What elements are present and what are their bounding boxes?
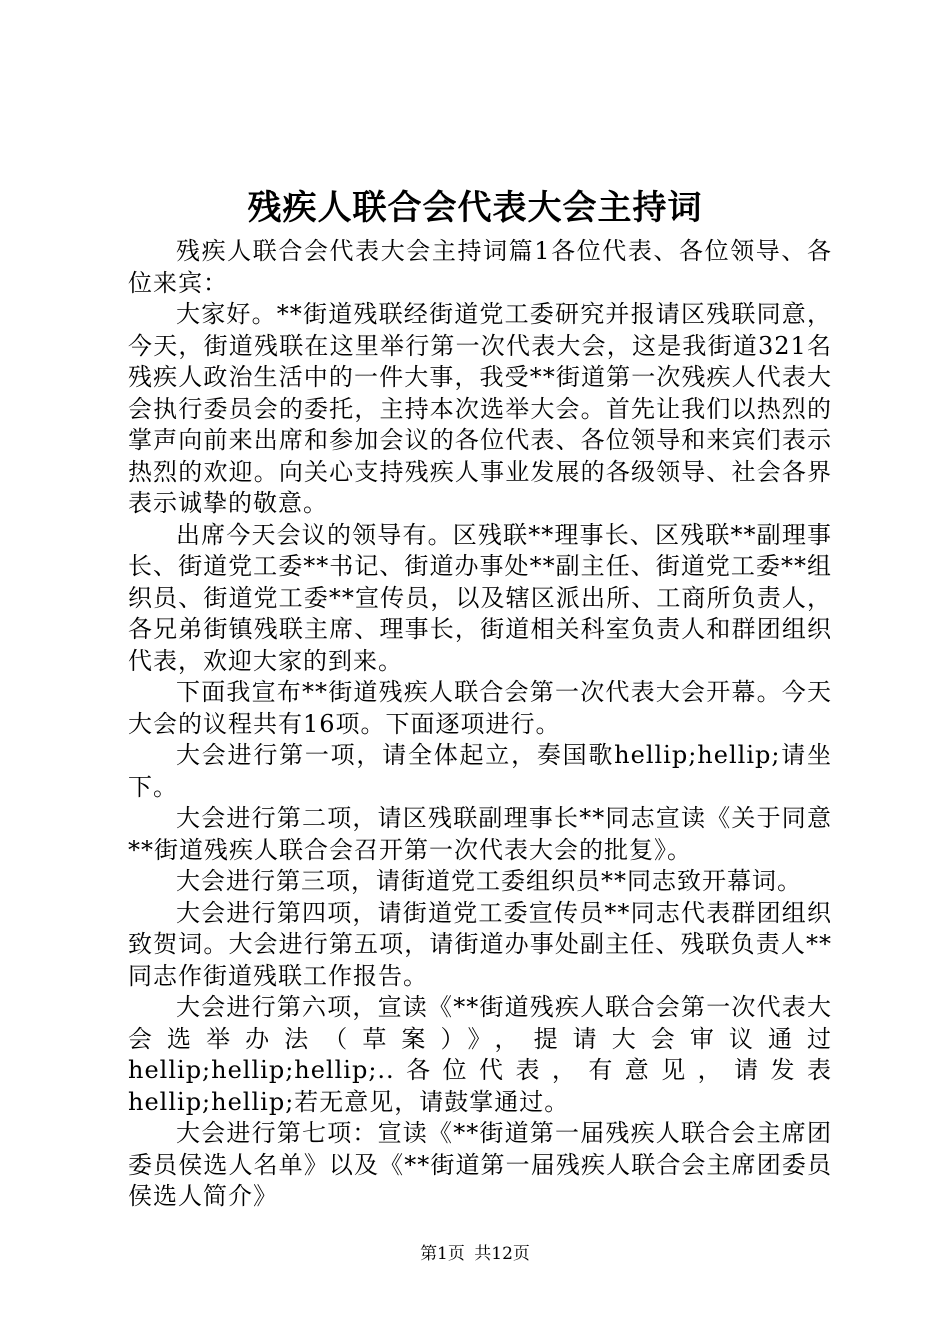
paragraph: 大会进行第二项，请区残联副理事长**同志宣读《关于同意**街道残疾人联合会召开第一次代表大会的批复》。 [128, 804, 832, 864]
document-body [128, 236, 832, 1213]
paragraph: 大会进行第一项，请全体起立，奏国歌hellip;hellip;请坐下。 [128, 741, 832, 801]
document-title: 残疾人联合会代表大会主持词 [247, 188, 703, 228]
page-number: 第1页 [420, 1244, 465, 1264]
paragraph: 下面我宣布**街道残疾人联合会第一次代表大会开幕。今天大会的议程共有16项。下面逐项进行。 [128, 678, 832, 738]
page-total: 共12页 [474, 1244, 530, 1264]
page-footer [0, 1242, 950, 1266]
paragraph: 大会进行第六项，宣读《**街道残疾人联合会第一次代表大会选举办法（草案）》，提请大会审议通过hellip;hellip;hellip;..各位代表，有意见，请发表hellip;hellip;若无意见，请鼓掌通过。 [128, 993, 832, 1116]
paragraph: 大家好。**街道残联经街道党工委研究并报请区残联同意，今天，街道残联在这里举行第一次代表大会，这是我街道321名残疾人政治生活中的一件大事，我受**街道第一次残疾人代表大会执行委员会的委托，主持本次选举大会。首先让我们以热烈的掌声向前来出席和参加会议的各位代表、各位领导和来宾们表示热烈的欢迎。向关心支持残疾人事业发展的各级领导、社会各界表示诚挚的敬意。 [128, 300, 832, 517]
paragraph: 残疾人联合会代表大会主持词篇1各位代表、各位领导、各位来宾： [128, 237, 832, 297]
paragraph: 出席今天会议的领导有。区残联**理事长、区残联**副理事长、街道党工委**书记、街道办事处**副主任、街道党工委**组织员、街道党工委**宣传员，以及辖区派出所、工商所负责人，各兄弟街镇残联主席、理事长，街道相关科室负责人和群团组织代表，欢迎大家的到来。 [128, 520, 832, 675]
paragraph: 大会进行第七项：宣读《**街道第一届残疾人联合会主席团委员侯选人名单》以及《**街道第一届残疾人联合会主席团委员侯选人简介》 [128, 1119, 832, 1210]
paragraph: 大会进行第三项，请街道党工委组织员**同志致开幕词。 [176, 867, 802, 895]
paragraph: 大会进行第四项，请街道党工委宣传员**同志代表群团组织致贺词。大会进行第五项，请街道办事处副主任、残联负责人**同志作街道残联工作报告。 [128, 898, 832, 990]
